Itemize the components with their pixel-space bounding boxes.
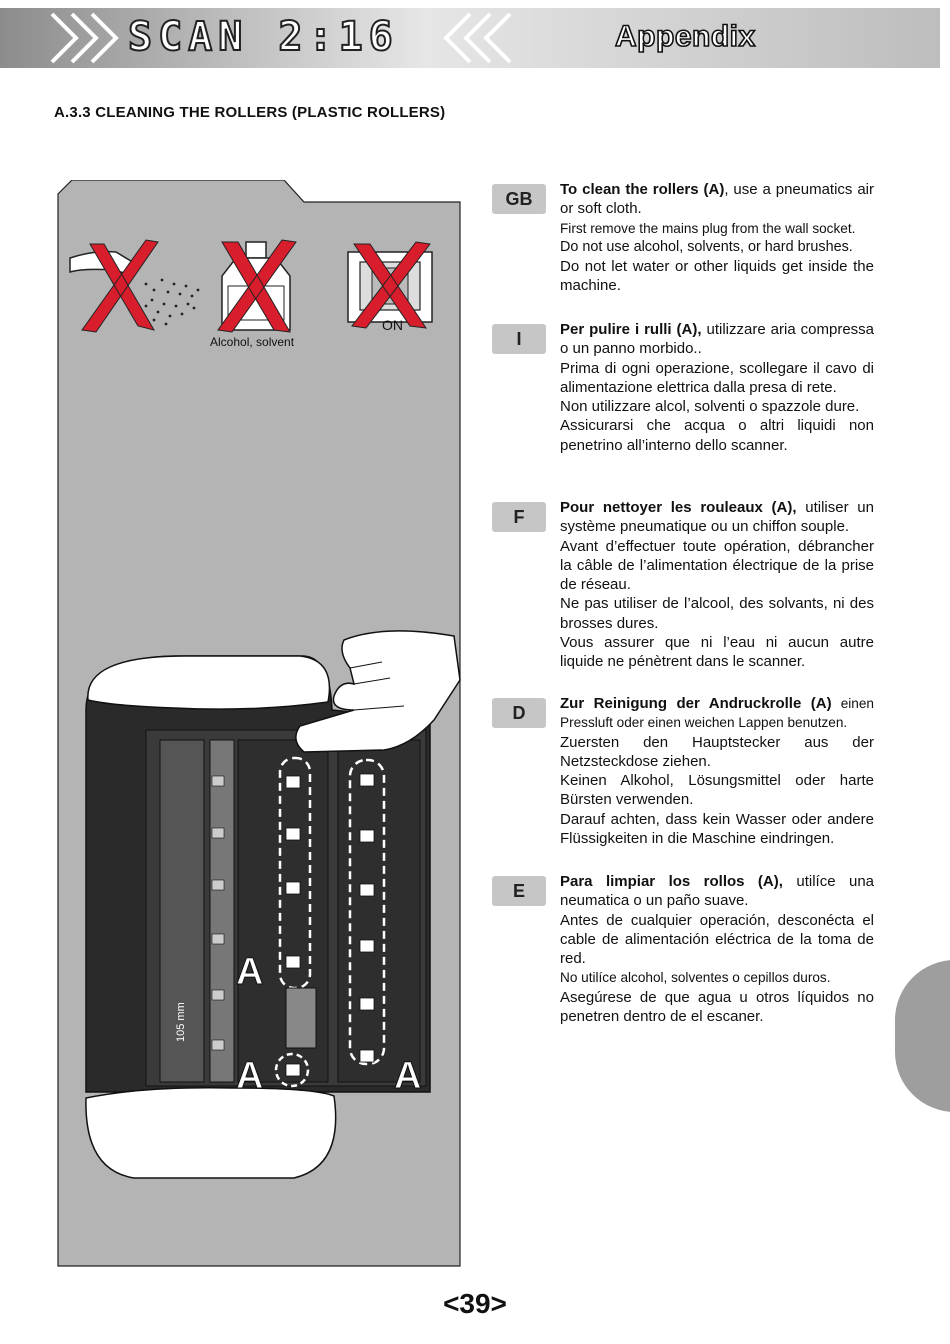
instruction-line: Zuersten den Hauptstecker aus der Netzsteckdose ziehen.: [560, 733, 874, 770]
language-badge-gb: GB: [492, 184, 546, 214]
switch-on-label: ON: [382, 317, 403, 333]
lead-text: To clean the rollers (A): [560, 181, 725, 198]
solvent-bottle-icon: [218, 240, 296, 332]
solvent-label: Alcohol, solvent: [210, 335, 295, 349]
language-text-f: [560, 498, 874, 672]
language-text-d: [560, 694, 874, 848]
instruction-line: Avant d’effectuer toute opération, débrancher la câble de l’alimentation électrique de la prise de réseau.: [560, 537, 874, 594]
instruction-line: Prima di ogni operazione, scollegare il cavo di alimentazione elettrica dalla presa di rete.: [560, 359, 874, 396]
language-badge-d: D: [492, 698, 546, 728]
lead-text: Pour nettoyer les rouleaux (A),: [560, 499, 797, 516]
language-badge-f: F: [492, 502, 546, 532]
instruction-line: Assicurarsi che acqua o altri liquidi non penetrino all’interno dello scanner.: [560, 417, 874, 454]
instruction-line: Darauf achten, dass kein Wasser oder andere Flüssigkeiten in die Maschine eindringen.: [560, 810, 874, 848]
instruction-line: No utilíce alcohol, solventes o cepillos duros.: [560, 970, 831, 986]
language-text-i: [560, 320, 874, 455]
lead-text: Zur Reinigung der Andruckrolle (A): [560, 695, 832, 712]
roller-label-a: A: [236, 1055, 264, 1097]
language-text-gb: [560, 180, 874, 296]
instruction-line: Non utilizzare alcol, solventi o spazzole dure.: [560, 398, 860, 416]
roller-label-a: A: [236, 951, 264, 993]
instruction-line: Vous assurer que ni l’eau ni aucun autre liquide ne pénètrent dans le scanner.: [560, 634, 874, 671]
side-thumb-tab: [895, 960, 950, 1112]
lead-rest-text: utilíce una neumatica o un paño suave.: [560, 873, 875, 910]
page-title: A.3.3 CLEANING THE ROLLERS (PLASTIC ROLLERS): [54, 104, 446, 121]
page-number: <39>: [443, 1288, 507, 1319]
instruction-line: Antes de cualquier operación, desconécta el cable de alimentación eléctrica de la toma de red.: [560, 911, 874, 968]
instruction-line: Do not let water or other liquids get inside the machine.: [560, 258, 874, 295]
language-badge-i: I: [492, 324, 546, 354]
lead-rest-text: utiliser un système pneumatique ou un chiffon souple.: [560, 499, 874, 536]
instruction-line: First remove the mains plug from the wall socket.: [560, 220, 856, 236]
scanner-scale-label: 105 mm: [175, 1002, 187, 1042]
cleaning-illustration: [54, 180, 464, 1270]
instruction-line: Keinen Alkohol, Lösungsmittel oder harte Bürsten verwenden.: [560, 772, 874, 809]
instruction-line: Do not use alcohol, solvents, or hard brushes.: [560, 238, 853, 255]
product-logo: SCAN 2:16: [128, 14, 399, 60]
language-text-e: [560, 872, 874, 1026]
lead-rest-text: utilizzare aria compressa o un panno morbido..: [560, 321, 874, 358]
lead-text: Para limpiar los rollos (A),: [560, 873, 783, 890]
power-switch-icon: [348, 242, 432, 328]
lead-rest-text: einen Pressluft oder einen weichen Lappen benutzen.: [560, 696, 874, 731]
instruction-line: Ne pas utiliser de l’alcool, des solvants, ni des brosses dures.: [560, 595, 874, 632]
roller-label-a: A: [394, 1055, 422, 1097]
page-header: [0, 0, 950, 74]
instruction-line: Asegúrese de que agua u otros líquidos no penetren dentro de el escaner.: [560, 988, 874, 1026]
language-badge-e: E: [492, 876, 546, 906]
lead-rest-text: , use a pneumatics air or soft cloth.: [560, 181, 874, 218]
lead-text: Per pulire i rulli (A),: [560, 321, 702, 338]
section-heading: Appendix: [615, 20, 756, 53]
